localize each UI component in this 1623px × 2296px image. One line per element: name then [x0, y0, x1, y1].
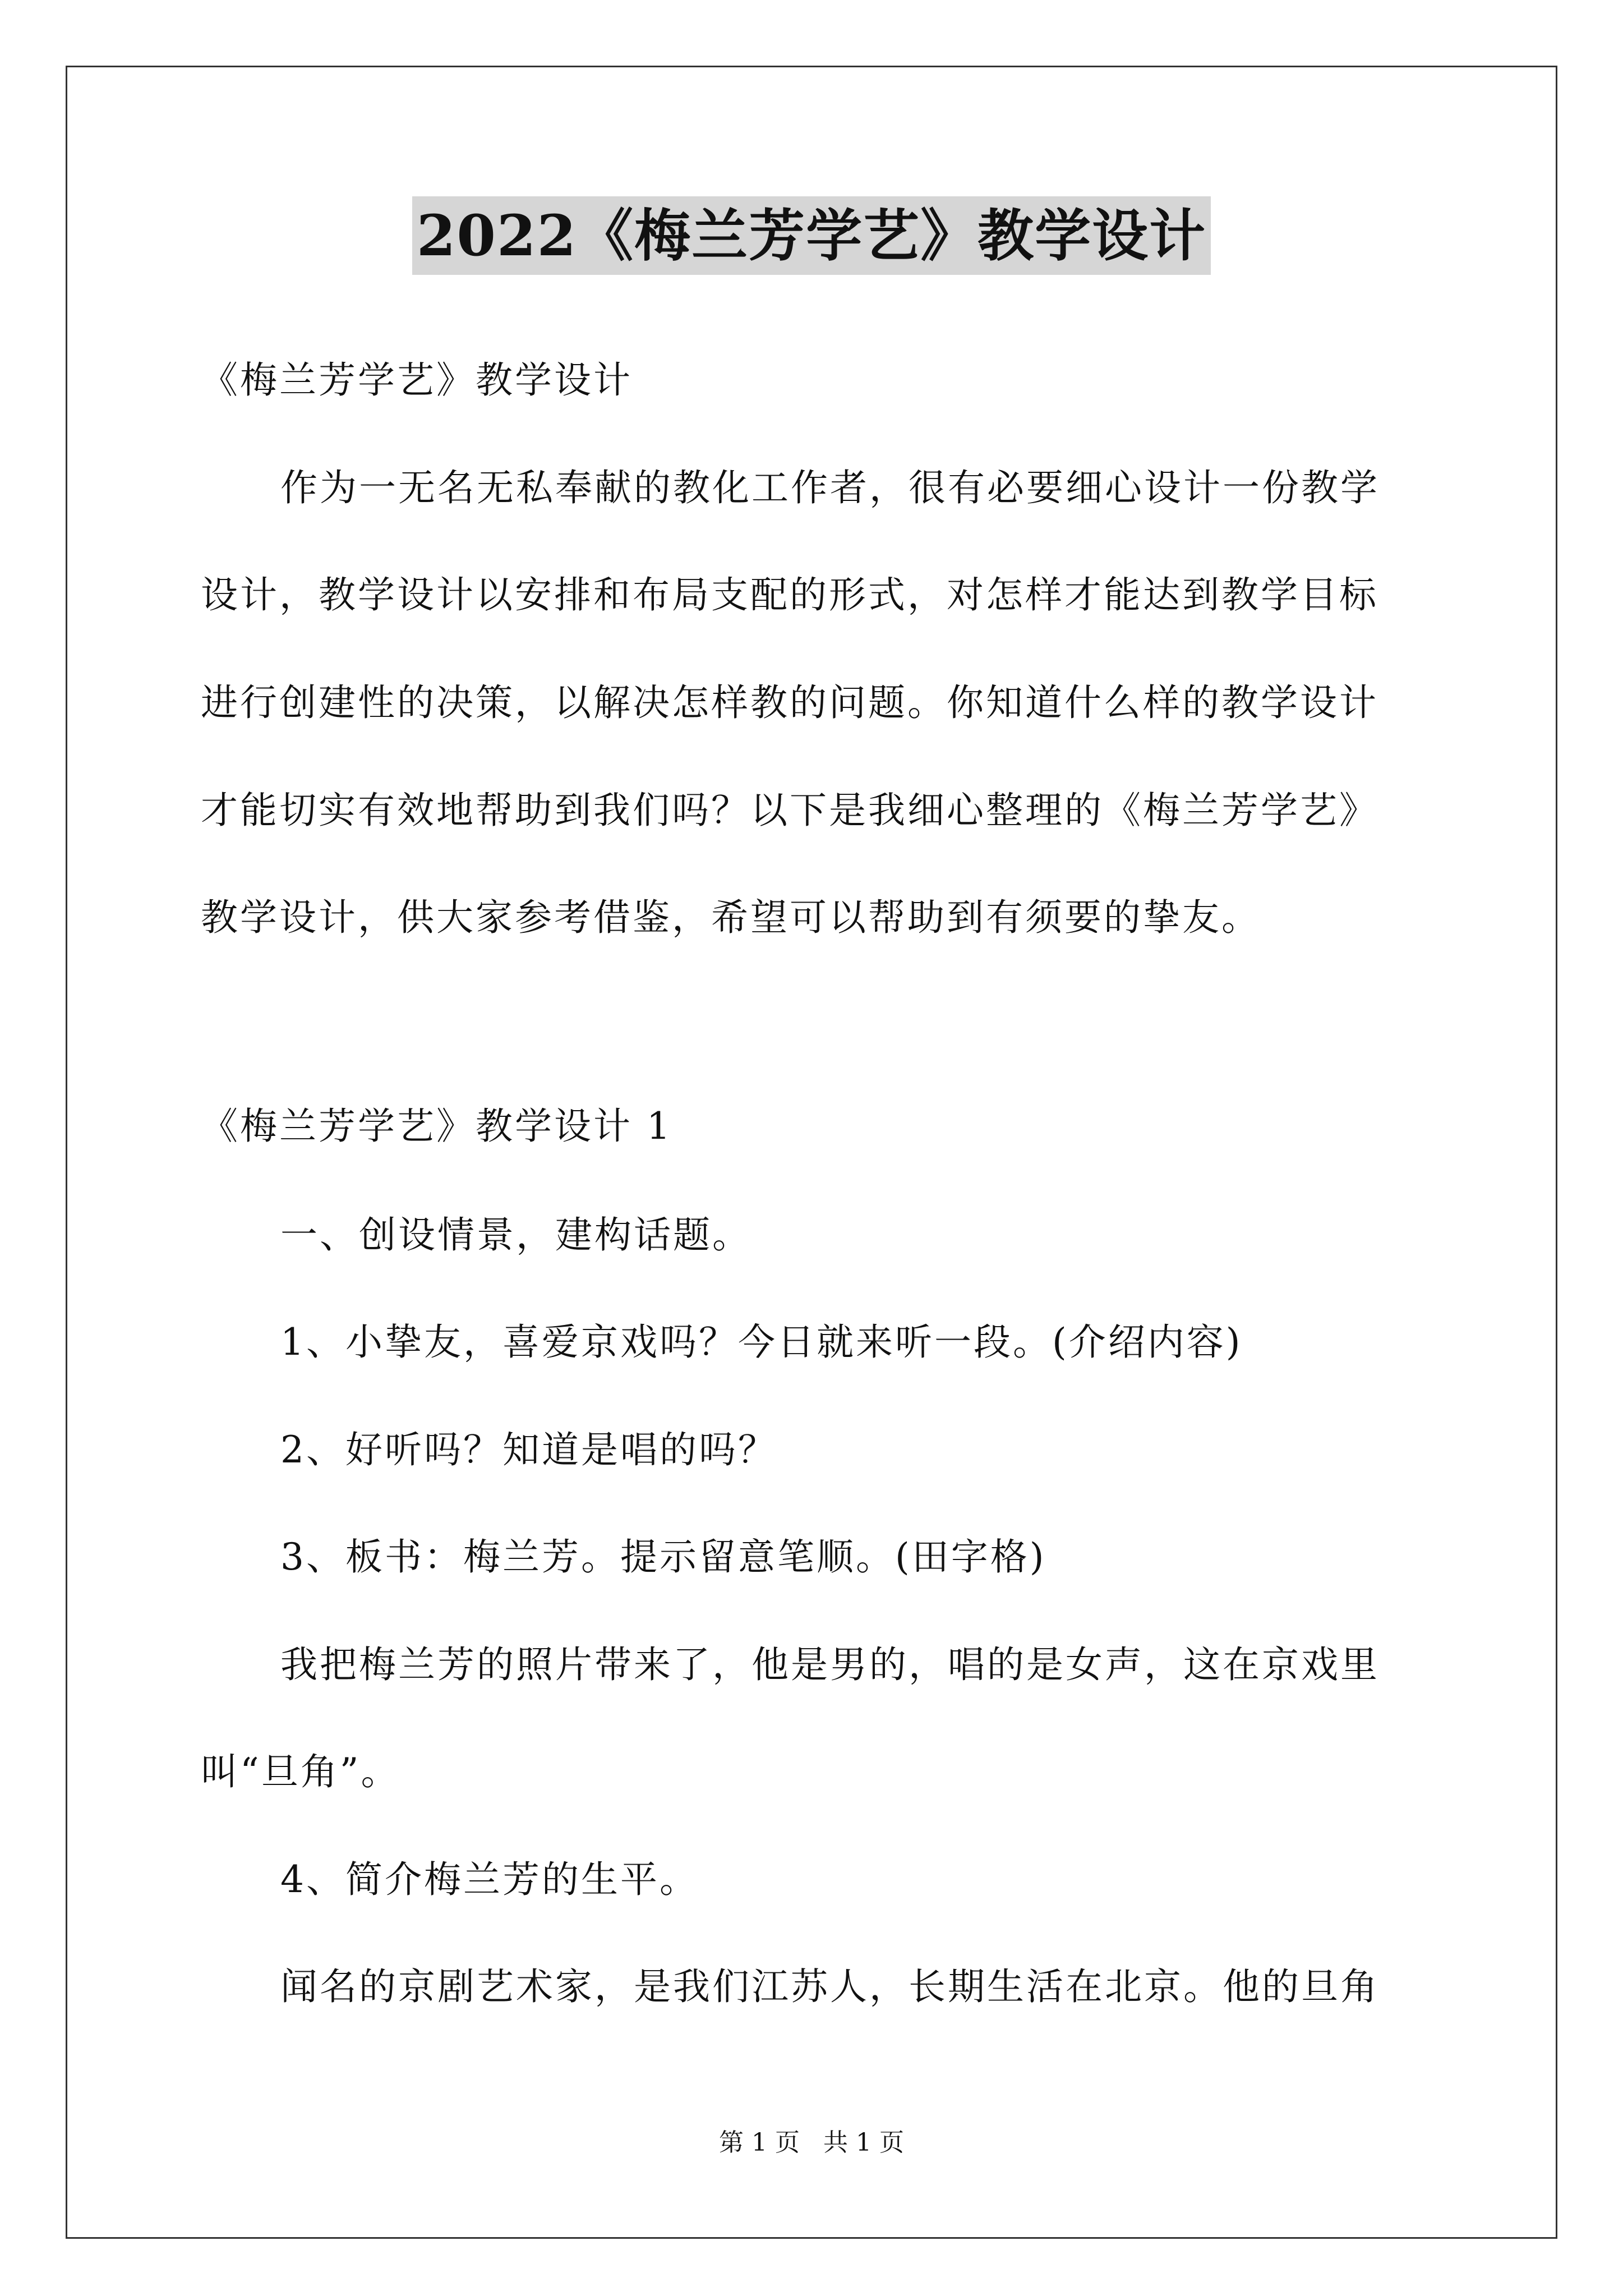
document-title: 2022《梅兰芳学艺》教学设计: [412, 196, 1211, 275]
body-line-1: 一、创设情景，建构话题。: [280, 1213, 751, 1257]
intro-line-5: 教学设计，供大家参考借鉴，希望可以帮助到有须要的挚友。: [201, 896, 1261, 939]
body-line-2: 1、小挚友，喜爱京戏吗？今日就来听一段。(介绍内容): [280, 1320, 1243, 1364]
intro-line-2: 设计，教学设计以安排和布局支配的形式，对怎样才能达到教学目标: [201, 573, 1378, 616]
page-total: 共 1 页: [823, 2128, 904, 2157]
body-line-8: 闻名的京剧艺术家，是我们江苏人，长期生活在北京。他的旦角: [280, 1965, 1380, 2008]
intro-line-1: 作为一无名无私奉献的教化工作者，很有必要细心设计一份教学: [280, 466, 1380, 509]
page-footer: [0, 2126, 1623, 2160]
intro-line-3: 进行创建性的决策，以解决怎样教的问题。你知道什么样的教学设计: [201, 681, 1378, 724]
intro-line-4: 才能切实有效地帮助到我们吗？以下是我细心整理的《梅兰芳学艺》: [201, 789, 1378, 832]
page-number: 第 1 页: [719, 2128, 800, 2157]
document-subtitle: 《梅兰芳学艺》教学设计: [201, 358, 633, 402]
body-line-5: 我把梅兰芳的照片带来了，他是男的，唱的是女声，这在京戏里: [280, 1643, 1380, 1686]
body-line-7: 4、简介梅兰芳的生平。: [280, 1858, 699, 1901]
section-heading: 《梅兰芳学艺》教学设计 1: [201, 1105, 672, 1148]
body-line-3: 2、好听吗？知道是唱的吗？: [280, 1428, 777, 1471]
title-container: [0, 196, 1623, 275]
body-line-4: 3、板书：梅兰芳。提示留意笔顺。(田字格): [280, 1535, 1046, 1579]
body-line-6: 叫“旦角”。: [201, 1750, 400, 1793]
